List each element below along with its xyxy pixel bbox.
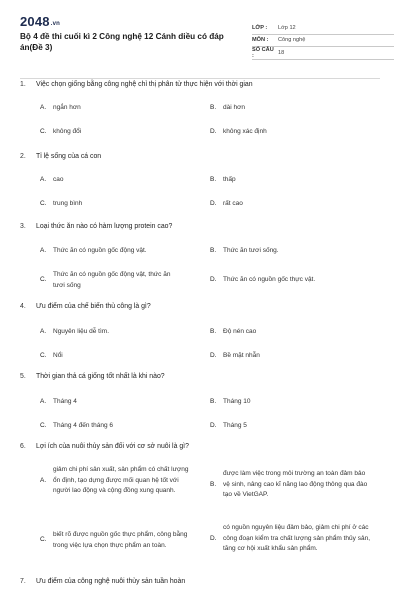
option-label: A. <box>40 247 47 254</box>
question-text: Thời gian thả cá giống tốt nhất là khi nào? <box>36 373 165 380</box>
option-c[interactable] <box>40 351 181 362</box>
question-number: 4. <box>20 303 26 310</box>
option-label: C. <box>40 422 47 429</box>
option-text: Thức ăn có nguồn gốc thực vật. <box>223 276 316 283</box>
option-text: giảm chi phí sản xuất, sản phẩm có chất lượng ổn định, tạo dựng được mối quan hệ tốt với người lao động và cộng đồng xung quanh. <box>53 466 189 494</box>
question-text: Loại thức ăn nào có hàm lượng protein cao? <box>36 223 173 230</box>
option-text: Nguyên liệu dễ tìm. <box>53 328 110 335</box>
option-label: C. <box>40 200 47 207</box>
page-title: Bộ 4 đề thi cuối kì 2 Công nghệ 12 Cánh diều có đáp án(Đề 3) <box>20 32 224 52</box>
question-text: Ưu điểm của công nghệ nuôi thủy sản tuần hoàn <box>36 578 186 585</box>
option-text: Thức ăn có nguồn gốc động vật, thức ăn tươi sống <box>53 271 171 289</box>
option-text: được làm việc trong môi trường an toàn đảm bảo vệ sinh, nâng cao kĩ năng lao động thông qua đào tạo về VietGAP. <box>223 470 368 498</box>
meta-row-class <box>252 22 394 35</box>
option-label: B. <box>210 398 217 405</box>
exam-meta <box>252 22 394 60</box>
option-a[interactable] <box>40 327 181 338</box>
option-text: Tháng 5 <box>223 422 247 429</box>
question-text: Ưu điểm của chế biến thủ công là gì? <box>36 303 151 310</box>
option-a[interactable] <box>40 103 181 114</box>
option-label: B. <box>210 176 217 183</box>
option-label: B. <box>210 328 217 335</box>
option-d[interactable] <box>210 127 351 138</box>
question-text: Tỉ lệ sống của cá con <box>36 153 102 160</box>
option-a[interactable] <box>40 465 189 497</box>
question <box>20 442 380 552</box>
question <box>20 222 380 289</box>
question-number: 7. <box>20 578 26 585</box>
header <box>20 14 380 76</box>
option-label: B. <box>210 480 217 488</box>
option-b[interactable] <box>210 103 351 114</box>
option-label: D. <box>210 534 217 542</box>
option-text: ngắn hơn <box>53 104 81 111</box>
question-header <box>20 577 380 586</box>
question-header <box>20 222 380 231</box>
meta-row-subject <box>252 35 394 48</box>
option-label: A. <box>40 476 47 484</box>
meta-key: LỚP : <box>252 24 268 31</box>
option-text: Bề mặt nhẵn <box>223 352 260 359</box>
option-a[interactable] <box>40 175 181 186</box>
question <box>20 302 380 359</box>
option-d[interactable] <box>210 351 351 362</box>
option-b[interactable] <box>210 327 351 338</box>
option-c[interactable] <box>40 421 181 432</box>
question-text: Lợi ích của nuôi thủy sản đối với cơ sở nuôi là gì? <box>36 443 189 450</box>
option-text: thấp <box>223 176 236 183</box>
option-c[interactable] <box>40 270 181 291</box>
option-text: Tháng 10 <box>223 398 251 405</box>
option-c[interactable] <box>40 127 181 138</box>
question-number: 2. <box>20 153 26 160</box>
logo-text: 2048 <box>20 14 50 29</box>
option-c[interactable] <box>40 199 181 210</box>
option-d[interactable] <box>210 199 351 210</box>
meta-value: Công nghệ <box>278 37 306 44</box>
question-header <box>20 152 380 161</box>
option-text: trung bình <box>53 200 83 207</box>
option-d[interactable] <box>210 523 373 555</box>
question <box>20 80 380 135</box>
option-label: B. <box>210 104 217 111</box>
meta-value: Lớp 12 <box>278 24 296 31</box>
question-text: Việc chọn giống bằng công nghệ chỉ thị phân tử thực hiện với thời gian <box>36 81 253 88</box>
option-d[interactable] <box>210 275 361 286</box>
option-b[interactable] <box>210 397 351 408</box>
option-label: D. <box>210 128 217 135</box>
option-label: C. <box>40 352 47 359</box>
option-text: cao <box>53 176 64 183</box>
option-text: rất cao <box>223 200 243 207</box>
option-text: Thức ăn có nguồn gốc động vật. <box>53 247 147 254</box>
option-label: C. <box>40 536 47 544</box>
option-text: Thức ăn tươi sống. <box>223 247 279 254</box>
option-label: C. <box>40 276 47 284</box>
option-label: A. <box>40 176 47 183</box>
question-header <box>20 442 380 451</box>
option-label: A. <box>40 104 47 111</box>
option-label: D. <box>210 276 217 283</box>
question-number: 5. <box>20 373 26 380</box>
meta-row-count <box>252 47 394 60</box>
option-text: không đổi <box>53 128 82 135</box>
question-number: 3. <box>20 223 26 230</box>
option-text: biết rõ được nguồn gốc thực phẩm, công bằng trong việc lựa chọn thực phẩm an toàn. <box>53 531 188 549</box>
option-a[interactable] <box>40 246 181 257</box>
question-number: 6. <box>20 443 26 450</box>
meta-key: MÔN : <box>252 37 269 44</box>
option-a[interactable] <box>40 397 181 408</box>
option-text: Tháng 4 đến tháng 6 <box>53 422 113 429</box>
option-text: có nguồn nguyên liệu đảm bảo, giảm chi phí ở các công đoạn kiểm tra chất lượng sản phẩm thủy sản, tăng cơ hội xuất khẩu sản phẩm. <box>223 524 371 552</box>
header-divider <box>20 78 380 79</box>
option-b[interactable] <box>210 469 373 501</box>
option-text: không xác định <box>223 128 267 135</box>
question-header <box>20 80 380 89</box>
option-text: Nổi <box>53 352 63 359</box>
option-d[interactable] <box>210 421 351 432</box>
option-label: D. <box>210 422 217 429</box>
option-label: D. <box>210 200 217 207</box>
option-label: D. <box>210 352 217 359</box>
question <box>20 372 380 429</box>
option-label: A. <box>40 328 47 335</box>
question-header <box>20 372 380 381</box>
question-number: 1. <box>20 81 26 88</box>
question <box>20 152 380 207</box>
option-b[interactable] <box>210 246 351 257</box>
site-logo[interactable] <box>20 14 60 29</box>
option-text: Tháng 4 <box>53 398 77 405</box>
option-text: Độ nén cao <box>223 328 257 335</box>
option-c[interactable] <box>40 530 189 551</box>
question-header <box>20 302 380 311</box>
option-label: B. <box>210 247 217 254</box>
meta-key: SỐ CÂU : <box>252 46 274 59</box>
meta-value: 18 <box>278 49 285 56</box>
option-text: dài hơn <box>223 104 245 111</box>
option-b[interactable] <box>210 175 351 186</box>
question <box>20 577 380 586</box>
option-label: A. <box>40 398 47 405</box>
option-label: C. <box>40 128 47 135</box>
logo-suffix: .vn <box>50 21 61 27</box>
